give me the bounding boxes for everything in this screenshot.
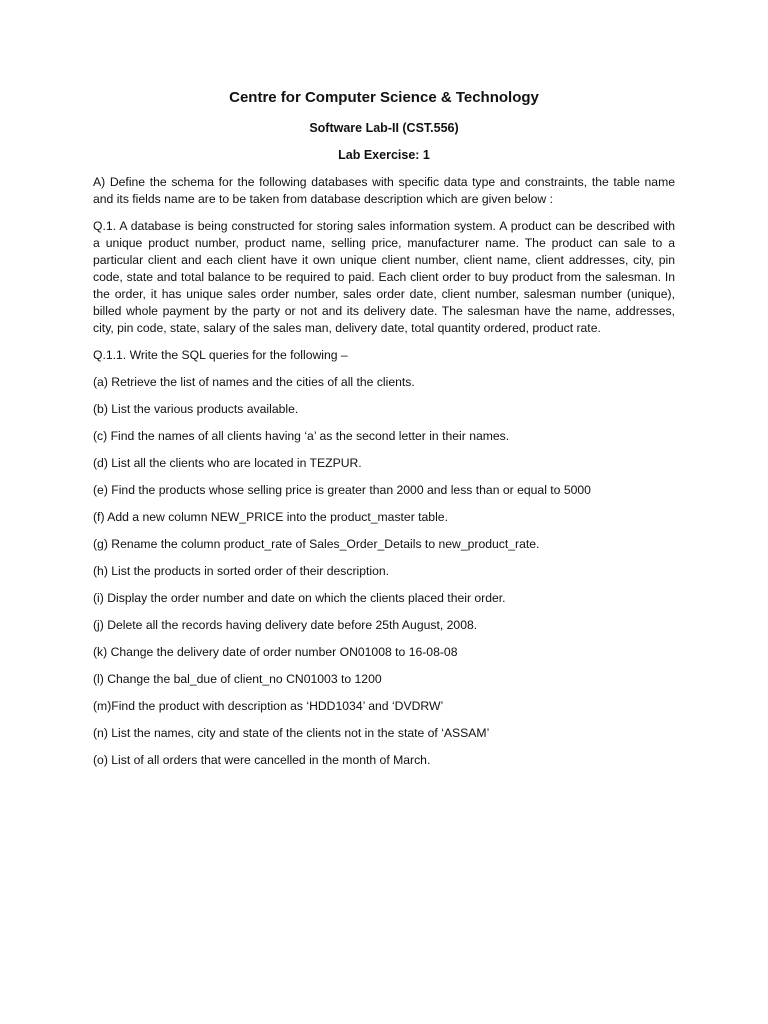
query-item-b: (b) List the various products available. bbox=[93, 402, 299, 416]
document-title: Centre for Computer Science & Technology bbox=[229, 89, 539, 106]
query-item-a: (a) Retrieve the list of names and the cities of all the clients. bbox=[93, 375, 415, 389]
question-1-paragraph: Q.1. A database is being constructed for storing sales information system. A product can be described with a unique product number, product name, selling price, manufacturer name. The product can sale to a particular client and each client have it own unique client number, client name, client addresses, city, pin code, state and total balance to be required to paid. Each client order to buy product from the salesman. In the order, it has unique sales order number, sales order date, client number, salesman number (unique), billed whole payment by the party or not and its delivery date. The salesman have the name, addresses, city, pin code, state, salary of the sales man, delivery date, total quantity ordered, product rate. bbox=[93, 219, 675, 335]
query-item-o: (o) List of all orders that were cancelled in the month of March. bbox=[93, 753, 431, 767]
query-item-f: (f) Add a new column NEW_PRICE into the product_master table. bbox=[93, 510, 448, 524]
query-item-m: (m)Find the product with description as ‘HDD1034’ and ‘DVDRW’ bbox=[93, 699, 444, 713]
query-item-e: (e) Find the products whose selling price is greater than 2000 and less than or equal to 5000 bbox=[93, 483, 591, 497]
question-1-1-heading: Q.1.1. Write the SQL queries for the following – bbox=[93, 348, 348, 362]
query-item-j: (j) Delete all the records having delivery date before 25th August, 2008. bbox=[93, 618, 478, 632]
query-item-n: (n) List the names, city and state of the clients not in the state of ‘ASSAM’ bbox=[93, 726, 490, 740]
exercise-title: Lab Exercise: 1 bbox=[338, 148, 430, 162]
query-item-g: (g) Rename the column product_rate of Sales_Order_Details to new_product_rate. bbox=[93, 537, 540, 551]
document-content bbox=[93, 88, 675, 779]
query-item-c: (c) Find the names of all clients having ‘a’ as the second letter in their names. bbox=[93, 429, 510, 443]
query-item-i: (i) Display the order number and date on which the clients placed their order. bbox=[93, 591, 506, 605]
query-item-h: (h) List the products in sorted order of their description. bbox=[93, 564, 390, 578]
query-item-d: (d) List all the clients who are located in TEZPUR. bbox=[93, 456, 362, 470]
query-item-l: (l) Change the bal_due of client_no CN01003 to 1200 bbox=[93, 672, 382, 686]
course-title: Software Lab-II (CST.556) bbox=[309, 121, 459, 135]
query-item-k: (k) Change the delivery date of order number ON01008 to 16-08-08 bbox=[93, 645, 458, 659]
instruction-paragraph: A) Define the schema for the following databases with specific data type and constraints, the table name and its fields name are to be taken from database description which are given below : bbox=[93, 175, 675, 206]
